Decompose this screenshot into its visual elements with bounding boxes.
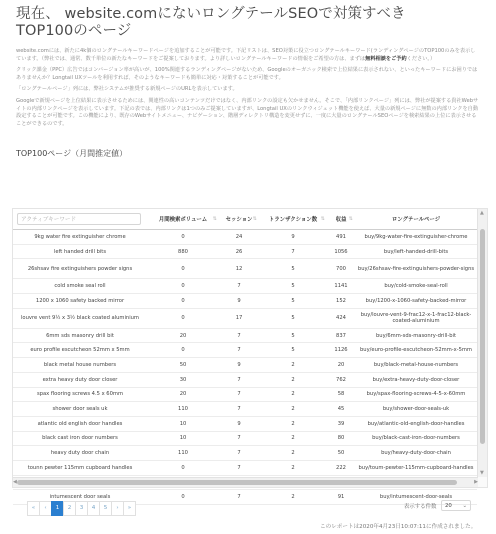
table-row <box>13 244 477 259</box>
cell-sessions: 9 <box>219 358 259 373</box>
cell-sessions: 7 <box>219 328 259 343</box>
table-row <box>13 230 477 245</box>
page-button-5[interactable]: 5 <box>99 501 112 516</box>
cell-page: buy/left-handed-drill-bits <box>355 244 477 259</box>
cell-transactions: 2 <box>259 431 327 446</box>
cell-keyword: shower door seals uk <box>13 402 147 417</box>
cell-revenue: 1126 <box>327 343 355 358</box>
cell-revenue: 1056 <box>327 244 355 259</box>
table-header-row <box>13 209 477 230</box>
scroll-up-arrow-icon[interactable]: ▲ <box>480 210 484 216</box>
cell-keyword: 26shsav fire extinguishers powder signs <box>13 259 147 279</box>
cell-keyword: extra heavy duty door closer <box>13 372 147 387</box>
page-next-button[interactable]: › <box>111 501 124 516</box>
cell-page: buy/9kg-water-fire-extinguisher-chrome <box>355 230 477 245</box>
cell-volume: 110 <box>147 446 219 461</box>
scroll-down-arrow-icon[interactable]: ▼ <box>480 470 484 476</box>
intro-paragraph-1 <box>16 48 480 63</box>
vertical-scrollbar[interactable] <box>477 209 487 477</box>
table-body <box>13 230 477 505</box>
header-volume-label: 月間検索ボリューム <box>158 217 208 223</box>
cell-volume: 0 <box>147 279 219 294</box>
report-timestamp: このレポートは2020年4月23日10:07:11に作成されました。 <box>320 524 477 530</box>
header-revenue-label: 収益 <box>335 217 347 223</box>
table-row <box>13 372 477 387</box>
header-page-label: ロングテールページ <box>391 217 441 223</box>
cell-transactions: 5 <box>259 259 327 279</box>
cell-volume: 0 <box>147 294 219 309</box>
cell-page: buy/26shsav-fire-extinguishers-powder-signs <box>355 259 477 279</box>
cell-keyword: 1200 x 1060 safety backed mirror <box>13 294 147 309</box>
table-row <box>13 431 477 446</box>
cell-keyword: atlantic old english door handles <box>13 416 147 431</box>
cell-page: buy/louvre-vent-9-frac12-x-1-frac12-black-coated-aluminium <box>355 308 477 328</box>
cell-volume: 0 <box>147 259 219 279</box>
per-page-select[interactable] <box>441 500 471 511</box>
scroll-right-arrow-icon[interactable]: ▶ <box>474 479 478 485</box>
cell-sessions: 9 <box>219 294 259 309</box>
page-prev-button[interactable]: ‹ <box>39 501 52 516</box>
header-page[interactable] <box>355 209 477 230</box>
cell-transactions: 5 <box>259 308 327 328</box>
horizontal-scroll-thumb[interactable] <box>17 480 457 485</box>
cell-revenue: 80 <box>327 431 355 446</box>
table-row <box>13 328 477 343</box>
header-sessions-label: セッション <box>225 217 253 223</box>
cell-page: buy/intumescent-door-seals <box>355 490 477 505</box>
cell-volume: 30 <box>147 372 219 387</box>
cell-transactions: 2 <box>259 416 327 431</box>
cell-sessions: 24 <box>219 230 259 245</box>
cell-keyword: left handed drill bits <box>13 244 147 259</box>
cell-transactions: 2 <box>259 387 327 402</box>
cell-page: buy/extra-heavy-duty-door-closer <box>355 372 477 387</box>
table-row <box>13 279 477 294</box>
intro-paragraph-4: Googleで新規ページを上位結果に表示させるためには、関連性の高いコンテンツだけではなく、内部リンクの設定も欠かせません。そこで、「内部リンクページ」列には、弊社が提案する貴社Webサイトの内部リンクページを表示しています。下記の表では、内部リンクは1つのみご提案していますが、Longtail UXのリンクウィジェット機能を使えば、大量の新規ページに無数の内部リンクを自動設定することが可能です。この機能により、既存のWebサイトメニュー、ナビゲーション、階層ディレクトリ構造を変更せずに、一度に大量のロングテールSEOページを検索結果の上位に表示させることができるのです。 <box>16 97 479 127</box>
cell-volume: 10 <box>147 431 219 446</box>
cell-volume: 880 <box>147 244 219 259</box>
consultation-link[interactable]: 無料相談をご予約 <box>365 55 407 62</box>
intro-paragraph-2: クリック課金（PPC）広告ではコンバージョン率が高いが、100%関連するランディングページがないため、Googleのオーガニック検索で上位結果に表示されない、といったキーワードにお困りではありませんか？Longtail UXツールを利用すれば、そのようなキーワードも簡単に対応・対策することが可能です。 <box>16 67 478 81</box>
sort-icon: ⇅ <box>320 216 325 222</box>
vertical-scroll-thumb[interactable] <box>480 229 485 444</box>
table-row <box>13 358 477 373</box>
cell-revenue: 58 <box>327 387 355 402</box>
results-table-viewport <box>13 209 477 501</box>
intro-text-1-end: ください。） <box>406 55 436 62</box>
cell-sessions: 7 <box>219 279 259 294</box>
cell-sessions: 7 <box>219 460 259 475</box>
page-title-line1: 現在、 website.comにないロングテールSEOで対策すべき <box>16 6 406 22</box>
cell-keyword: black cast iron door numbers <box>13 431 147 446</box>
table-row <box>13 402 477 417</box>
per-page-value: 20 <box>445 503 452 509</box>
cell-transactions: 5 <box>259 294 327 309</box>
page-first-button[interactable]: « <box>27 501 40 516</box>
cell-page: buy/6mm-sds-masonry-drill-bit <box>355 328 477 343</box>
cell-volume: 20 <box>147 387 219 402</box>
cell-keyword: louvre vent 9½ x 3½ black coated aluminium <box>13 308 147 328</box>
cell-revenue: 20 <box>327 358 355 373</box>
cell-sessions: 7 <box>219 402 259 417</box>
header-revenue[interactable] <box>327 209 355 230</box>
cell-page: buy/1200-x-1060-safety-backed-mirror <box>355 294 477 309</box>
cell-keyword: black metal house numbers <box>13 358 147 373</box>
cell-volume: 0 <box>147 230 219 245</box>
page-button-1[interactable]: 1 <box>51 501 64 516</box>
page-title-line2: TOP100のページ <box>16 23 132 39</box>
cell-revenue: 837 <box>327 328 355 343</box>
horizontal-scrollbar[interactable] <box>13 477 478 487</box>
cell-transactions: 2 <box>259 446 327 461</box>
cell-volume: 0 <box>147 308 219 328</box>
cell-sessions: 7 <box>219 490 259 505</box>
cell-sessions: 7 <box>219 387 259 402</box>
cell-volume: 0 <box>147 460 219 475</box>
sort-icon: ⇅ <box>212 216 217 222</box>
results-table <box>13 209 477 505</box>
cell-revenue: 91 <box>327 490 355 505</box>
page-button-4[interactable]: 4 <box>87 501 100 516</box>
cell-sessions: 17 <box>219 308 259 328</box>
cell-revenue: 700 <box>327 259 355 279</box>
cell-revenue: 222 <box>327 460 355 475</box>
page-last-button[interactable]: » <box>123 501 136 516</box>
header-transactions-label: トランザクション数 <box>268 217 318 223</box>
per-page-label: 表示する件数 <box>404 504 437 510</box>
cell-revenue: 762 <box>327 372 355 387</box>
cell-transactions: 2 <box>259 358 327 373</box>
intro-paragraph-3: 「ロングテールページ」列には、弊社システムが推奨する新規ページのURLを表示しています。 <box>16 86 238 93</box>
cell-transactions: 2 <box>259 490 327 505</box>
cell-page: buy/toum-pewter-115mm-cupboard-handles <box>355 460 477 475</box>
cell-sessions: 7 <box>219 431 259 446</box>
cell-sessions: 9 <box>219 416 259 431</box>
caret-down-icon: ⌄ <box>462 503 467 509</box>
sort-icon: ⇅ <box>252 216 257 222</box>
cell-keyword: 9kg water fire extinguisher chrome <box>13 230 147 245</box>
keyword-filter-input[interactable]: アクティブキーワード <box>17 213 141 225</box>
scroll-left-arrow-icon[interactable]: ◀ <box>13 479 17 485</box>
table-row <box>13 259 477 279</box>
cell-volume: 0 <box>147 343 219 358</box>
cell-revenue: 424 <box>327 308 355 328</box>
cell-transactions: 5 <box>259 328 327 343</box>
cell-sessions: 12 <box>219 259 259 279</box>
table-row <box>13 308 477 328</box>
cell-transactions: 7 <box>259 244 327 259</box>
cell-volume: 0 <box>147 490 219 505</box>
keyword-filter-header <box>13 209 147 230</box>
cell-transactions: 5 <box>259 279 327 294</box>
cell-keyword: 6mm sds masonry drill bit <box>13 328 147 343</box>
cell-page: buy/cold-smoke-seal-roll <box>355 279 477 294</box>
header-transactions[interactable] <box>259 209 327 230</box>
table-row <box>13 387 477 402</box>
cell-transactions: 2 <box>259 460 327 475</box>
cell-page: buy/black-cast-iron-door-numbers <box>355 431 477 446</box>
cell-revenue: 50 <box>327 446 355 461</box>
cell-page: buy/heavy-duty-door-chain <box>355 446 477 461</box>
cell-sessions: 7 <box>219 372 259 387</box>
cell-revenue: 39 <box>327 416 355 431</box>
page-button-3[interactable]: 3 <box>75 501 88 516</box>
cell-keyword: cold smoke seal roll <box>13 279 147 294</box>
table-row <box>13 460 477 475</box>
cell-transactions: 2 <box>259 372 327 387</box>
table-row <box>13 294 477 309</box>
section-heading: TOP100ページ（月間推定値） <box>16 149 128 159</box>
cell-page: buy/spax-flooring-screws-4-5-x-60mm <box>355 387 477 402</box>
cell-sessions: 26 <box>219 244 259 259</box>
cell-sessions: 7 <box>219 343 259 358</box>
cell-revenue: 1141 <box>327 279 355 294</box>
table-row <box>13 343 477 358</box>
header-volume[interactable] <box>147 209 219 230</box>
cell-page: buy/shower-door-seals-uk <box>355 402 477 417</box>
cell-revenue: 45 <box>327 402 355 417</box>
table-row <box>13 416 477 431</box>
sort-icon: ⇅ <box>348 216 353 222</box>
cell-page: buy/atlantic-old-english-door-handles <box>355 416 477 431</box>
page-title <box>16 6 480 40</box>
cell-sessions: 7 <box>219 446 259 461</box>
cell-volume: 20 <box>147 328 219 343</box>
cell-keyword: euro profile escutcheon 52mm x 5mm <box>13 343 147 358</box>
cell-volume: 110 <box>147 402 219 417</box>
cell-transactions: 9 <box>259 230 327 245</box>
cell-keyword: spax flooring screws 4.5 x 60mm <box>13 387 147 402</box>
cell-transactions: 2 <box>259 402 327 417</box>
intro-text-1: website.comには、新たに4k個のロングテールキーワードページを追加することが可能です。下記リストは、SEO対策に役立つロングテールキーワード(ランディングページのTOP100のみを表示しています。（弊社では、通常、数千単位の新たなキーワードをご提案しております。より詳しいロングテールキーワードの情報をご希望の方は、まずは <box>16 48 476 62</box>
cell-revenue: 491 <box>327 230 355 245</box>
cell-page: buy/euro-profile-escutcheon-52mm-x-5mm <box>355 343 477 358</box>
cell-keyword: tounn pewter 115mm cupboard handles <box>13 460 147 475</box>
pagination <box>28 501 136 516</box>
cell-volume: 10 <box>147 416 219 431</box>
cell-volume: 50 <box>147 358 219 373</box>
cell-revenue: 152 <box>327 294 355 309</box>
cell-keyword: intumescent door seals <box>13 490 147 505</box>
cell-transactions: 5 <box>259 343 327 358</box>
header-sessions[interactable] <box>219 209 259 230</box>
results-table-container <box>12 208 488 501</box>
page-button-2[interactable]: 2 <box>63 501 76 516</box>
table-row <box>13 446 477 461</box>
cell-keyword: heavy duty door chain <box>13 446 147 461</box>
cell-page: buy/black-metal-house-numbers <box>355 358 477 373</box>
